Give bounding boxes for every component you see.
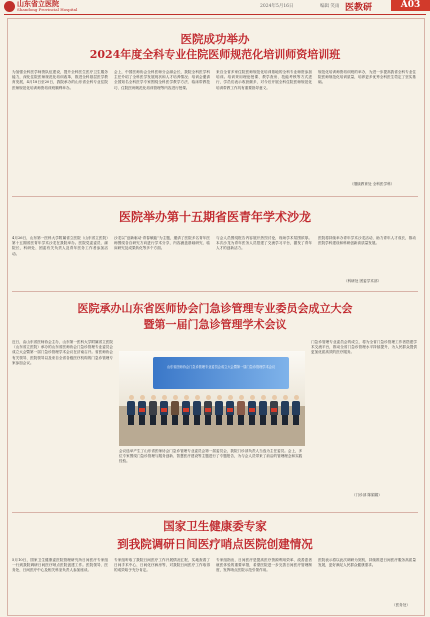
article-4-col-4: 医院表示将以此次调研为契机，持续推进日间医疗服务高质量发展，更好满足人民群众健康需求。 <box>318 558 416 568</box>
article-3-col-2: 会议选举产生了山东省医师协会门急诊管理专业委员会第一届委员会，我院门诊部负责人当选为主任委员。会上，多位专家围绕门急诊管理与服务创新、智慧医疗建设等主题进行了专题报告，为与会人员带来了前沿的管理理念和实践经验。 <box>119 449 303 464</box>
article-2-title: 医院举办第十五期省医青年学术沙龙 <box>118 210 311 224</box>
article-1-title-line2: 2024年度全科专业住院医师规范化培训师资培训班 <box>89 48 341 61</box>
article-3-col-1: 近日，由山东省医师协会主办，山东第一医科大学附属省立医院（山东省立医院）承办的山东省医师协会门急诊管理专业委员会成立大会暨第一届门急诊管理学术会议在济南召开。省医师协会有关领导、医院领导以及来自全省各级医疗机构的门急诊管理专家参加会议。 <box>12 340 113 365</box>
masthead-rule <box>4 14 426 15</box>
editor-credit: 编辑 笑雨 <box>320 4 340 9</box>
article-2-col-3: 与会人员围绕报告内容展开热烈讨论，现场学术氛围浓厚。本次沙龙为青年医务人员搭建了交流学习平台，激发了青年人才的创新活力。 <box>216 236 312 251</box>
conference-banner <box>153 357 289 389</box>
masthead <box>0 0 430 14</box>
article-4-title-line1: 国家卫生健康委专家 <box>163 519 267 533</box>
article-1-col-1: 为加强全科医学师资队伍建设，提升全科医生医疗卫生服务能力，深化住院医师规范化培训改革，推进全科基层医学教育发展，4月18日至20日，我院承办的山东省全科专业住院医师规范化培训师资培训班顺利举办。 <box>12 70 108 90</box>
article-1-col-2: 会上，中国医师协会全科医师分会副会长，我院全科医学科主任介绍了全科医学发展现状和人才培养情况；培训会邀请全国知名全科医学专家围绕全科医学教学方法、临床带教技巧、住院医师规范化培训管理等内容进行授课。 <box>114 70 210 90</box>
article-1-title-line1: 医院成功举办 <box>180 32 250 46</box>
article-1-col-3: 来自全省多家住院医师规范化培训基地的全科专业师资参加培训。培训采用理论授课、教学查房、技能考核等方式进行，学员们表示收获颇多，对今后开展全科住院医师规范化培训带教工作具有重要指导意义。 <box>216 70 312 90</box>
hospital-name: 山东省立医院 <box>17 0 59 8</box>
conference-banner-text: 山东省医师协会门急诊管理专业委员会成立大会暨第一届门急诊管理学术会议 <box>166 365 276 369</box>
article-4-col-3: 专家组指出，日间医疗是提高医疗资源利用效率、改善患者就医体验的重要举措，希望医院进一步完善日间医疗管理制度，发挥哨点医院示范引领作用。 <box>216 558 312 573</box>
article-1-col-4: 规范化培训师资培训班的举办，为进一步提高我省全科专业住院医师规范化培训质量，培养更多优秀全科医生奠定了坚实基础。 <box>318 70 416 85</box>
divider-1 <box>12 196 418 197</box>
hospital-logo-icon <box>4 1 15 12</box>
issue-date: 2024年5月16日 <box>260 4 294 9</box>
article-4-credit: （医务处） <box>392 603 410 607</box>
article-1-credit: （继续教育处 全科医学科） <box>350 182 395 186</box>
article-3-title-line1: 医院承办山东省医师协会门急诊管理专业委员会成立大会 <box>77 302 353 315</box>
conference-photo <box>119 351 305 446</box>
article-2-col-4: 医院将持续举办青年学术沙龙活动，助力青年人才成长，推动医院学科建设和科研创新高质量发展。 <box>318 236 416 246</box>
divider-2 <box>12 291 418 292</box>
article-4-col-1: 5月10日，国家卫生健康委医院管理研究所日间医疗专家组一行到我院调研日间医疗哨点医院创建工作。医院领导、医务处、日间医疗中心及相关科室负责人参加座谈。 <box>12 558 108 573</box>
article-3-credit: （门诊部 陈娟娟） <box>352 493 382 497</box>
article-2-credit: （科研处 团委学术部） <box>344 279 382 283</box>
article-3-col-3: 门急诊管理专业委员会的成立，将为全省门急诊管理工作者搭建学术交流平台，推动全省门急诊管理水平持续提升，为人民群众提供更加优质高效的医疗服务。 <box>311 340 417 355</box>
hospital-name-en: Shandong Provincial Hospital <box>17 7 78 12</box>
section-name: 医教研 <box>345 3 373 13</box>
article-2-col-1: 4月26日，山东第一医科大学附属省立医院（山东省立医院）第十五期省医青年学术沙龙在我院举办。医院党委委员、副院长，科研处、团委有关负责人及青年医务工作者参加活动。 <box>12 236 108 256</box>
article-4-col-2: 专家组听取了我院日间医疗工作开展情况汇报，实地查看了日间手术中心、日间化疗病房等，对我院日间医疗工作取得的成效给予充分肯定。 <box>114 558 210 573</box>
divider-3 <box>12 512 418 513</box>
article-2-col-2: 沙龙以“创新驱动·青春赋能”为主题，邀请了医院多名青年医师围绕各自研究方向进行学术分享，内容涵盖基础研究、临床研究及成果转化等多个方面。 <box>114 236 210 251</box>
article-4-title-line2: 到我院调研日间医疗哨点医院创建情况 <box>117 537 313 551</box>
article-3-title-line2: 暨第一届门急诊管理学术会议 <box>143 318 287 331</box>
page-number: A03 <box>391 0 430 11</box>
